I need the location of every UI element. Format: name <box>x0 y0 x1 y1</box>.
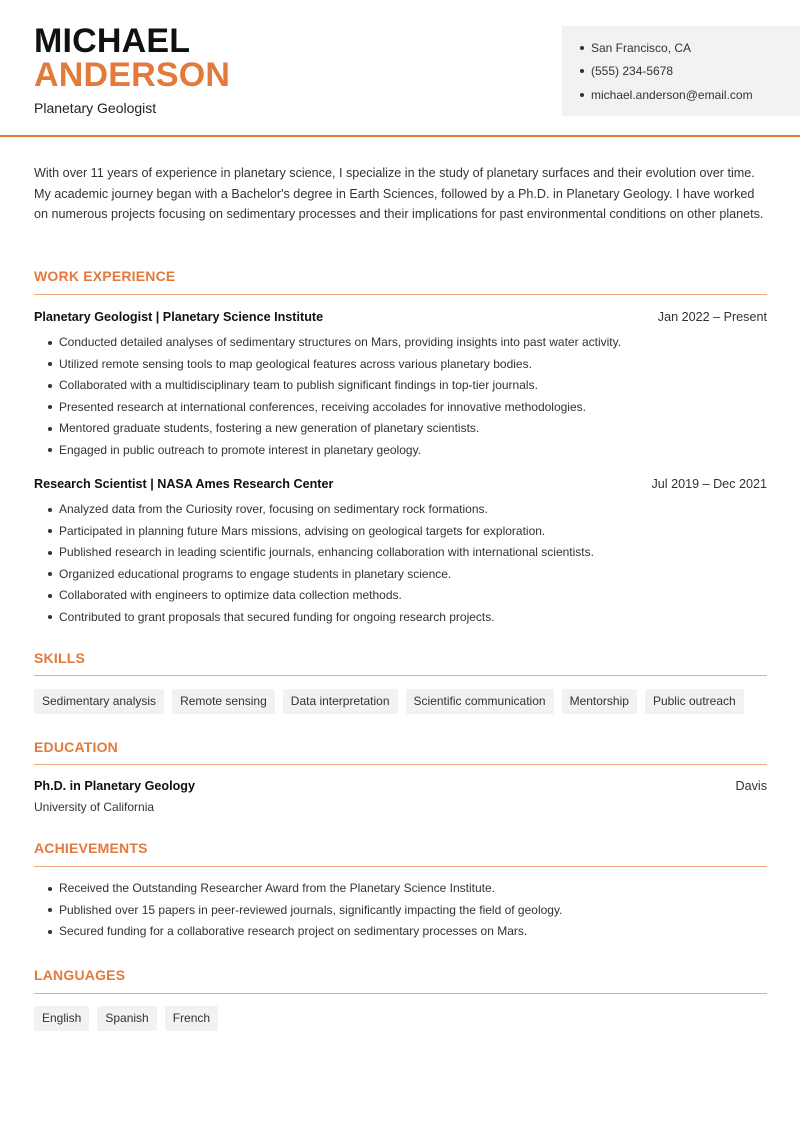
list-item: Published research in leading scientific journals, enhancing collaboration with international scientists. <box>34 542 767 564</box>
bullet-icon <box>48 508 52 512</box>
bullet-icon <box>580 46 584 50</box>
list-item: Presented research at international conferences, receiving accolades for innovative methodologies. <box>34 397 767 419</box>
last-name: ANDERSON <box>34 56 231 94</box>
bullet-icon <box>48 594 52 598</box>
contact-phone: (555) 234-5678 <box>580 60 800 84</box>
job-header <box>34 477 767 491</box>
bullet-icon <box>48 908 52 912</box>
list-item: Collaborated with a multidisciplinary team to publish significant findings in top-tier journals. <box>34 375 767 397</box>
job-title: Planetary Geologist <box>34 100 157 116</box>
list-item: Utilized remote sensing tools to map geological features across various planetary bodies. <box>34 354 767 376</box>
bullet-icon <box>48 448 52 452</box>
list-item: Contributed to grant proposals that secured funding for ongoing research projects. <box>34 607 767 629</box>
job-bullets <box>34 499 767 628</box>
section-divider <box>34 294 767 295</box>
bullet-icon <box>580 93 584 97</box>
section-divider <box>34 675 767 676</box>
skill-tag: Data interpretation <box>283 689 398 714</box>
list-item: Engaged in public outreach to promote interest in planetary geology. <box>34 440 767 462</box>
contact-email: michael.anderson@email.com <box>580 83 800 107</box>
bullet-icon <box>48 930 52 934</box>
section-title-work: WORK EXPERIENCE <box>34 268 176 284</box>
section-divider <box>34 866 767 867</box>
list-item: Received the Outstanding Researcher Award from the Planetary Science Institute. <box>34 878 767 900</box>
first-name: MICHAEL <box>34 22 191 60</box>
job-dates: Jul 2019 – Dec 2021 <box>651 477 767 491</box>
job-header <box>34 310 767 324</box>
skills-list <box>34 689 744 714</box>
section-divider <box>34 764 767 765</box>
skill-tag: Sedimentary analysis <box>34 689 164 714</box>
section-title-skills: SKILLS <box>34 650 85 666</box>
skill-tag: Mentorship <box>562 689 637 714</box>
skill-tag: Public outreach <box>645 689 744 714</box>
skill-tag: Remote sensing <box>172 689 275 714</box>
language-tag: English <box>34 1006 89 1031</box>
language-tag: Spanish <box>97 1006 156 1031</box>
job-bullets <box>34 332 767 461</box>
education-degree: Ph.D. in Planetary Geology <box>34 779 195 793</box>
bullet-icon <box>48 529 52 533</box>
summary: With over 11 years of experience in planetary science, I specialize in the study of planetary surfaces and their evolution over time. My academic journey began with a Bachelor's degree in Earth Sciences, followed by a Ph.D. in Planetary Geology. I have worked on numerous projects focusing on sedimentary processes and their implications for past environmental conditions on other planets. <box>34 166 764 221</box>
list-item: Collaborated with engineers to optimize data collection methods. <box>34 585 767 607</box>
list-item: Mentored graduate students, fostering a new generation of planetary scientists. <box>34 418 767 440</box>
bullet-icon <box>48 341 52 345</box>
skill-tag: Scientific communication <box>406 689 554 714</box>
bullet-icon <box>48 887 52 891</box>
list-item: Published over 15 papers in peer-reviewed journals, significantly impacting the field of geology. <box>34 900 767 922</box>
bullet-icon <box>48 427 52 431</box>
resume-header <box>0 0 800 137</box>
bullet-icon <box>48 362 52 366</box>
list-item: Conducted detailed analyses of sedimentary structures on Mars, providing insights into past water activity. <box>34 332 767 354</box>
list-item: Participated in planning future Mars missions, advising on geological targets for exploration. <box>34 521 767 543</box>
section-title-languages: LANGUAGES <box>34 967 126 983</box>
languages-list <box>34 1006 218 1031</box>
education-school: University of California <box>34 800 155 814</box>
bullet-icon <box>48 384 52 388</box>
contact-location: San Francisco, CA <box>580 36 800 60</box>
job-role: Research Scientist | NASA Ames Research Center <box>34 477 334 491</box>
list-item: Organized educational programs to engage students in planetary science. <box>34 564 767 586</box>
job-dates: Jan 2022 – Present <box>657 310 767 324</box>
contact-box <box>562 26 800 116</box>
list-item: Analyzed data from the Curiosity rover, focusing on sedimentary rock formations. <box>34 499 767 521</box>
bullet-icon <box>48 405 52 409</box>
section-divider <box>34 993 767 994</box>
bullet-icon <box>48 572 52 576</box>
bullet-icon <box>580 69 584 73</box>
language-tag: French <box>165 1006 218 1031</box>
bullet-icon <box>48 551 52 555</box>
achievements-list <box>34 878 767 943</box>
section-title-achievements: ACHIEVEMENTS <box>34 840 148 856</box>
bullet-icon <box>48 615 52 619</box>
list-item: Secured funding for a collaborative research project on sedimentary processes on Mars. <box>34 921 767 943</box>
job-role: Planetary Geologist | Planetary Science Institute <box>34 310 324 324</box>
education-location: Davis <box>735 779 767 793</box>
section-title-education: EDUCATION <box>34 739 118 755</box>
